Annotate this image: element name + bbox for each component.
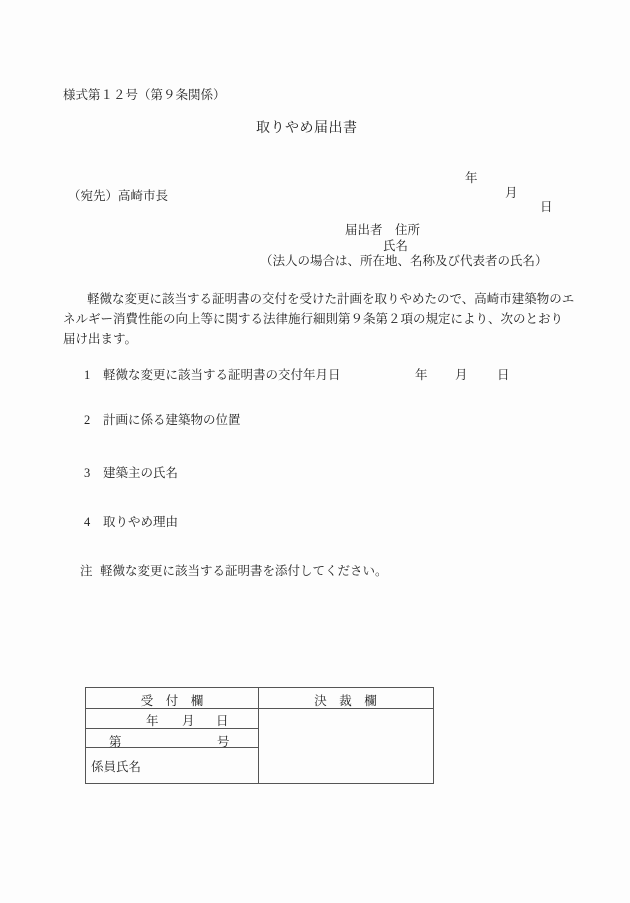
staff-name-label: 係員氏名 xyxy=(91,760,142,774)
addressee-line: （宛先）高崎市長 xyxy=(68,189,169,203)
reception-number-suffix: 号 xyxy=(217,735,230,749)
table-month-label: 月 xyxy=(182,714,195,728)
reception-date-row xyxy=(86,711,258,728)
item-1-label: 軽微な変更に該当する証明書の交付年月日 xyxy=(103,368,341,382)
page-title: 取りやめ届出書 xyxy=(256,121,358,136)
submission-date-line xyxy=(465,157,560,215)
body-paragraph-line-2: ネルギー消費性能の向上等に関する法律施行細則第９条第２項の規定により、次のとおり xyxy=(63,312,564,326)
item-1-day-label: 日 xyxy=(497,368,510,382)
date-month-label: 月 xyxy=(505,185,518,200)
reception-column-header: 受 付 欄 xyxy=(140,694,204,708)
item-cancellation-reason xyxy=(0,515,630,531)
body-paragraph-line-1: 軽微な変更に該当する証明書の交付を受けた計画を取りやめたので、高崎市建築物のエ xyxy=(87,292,575,306)
reception-approval-table xyxy=(85,687,434,784)
item-3-label: 建築主の氏名 xyxy=(103,466,179,480)
form-number: 様式第１２号（第９条関係） xyxy=(63,88,226,102)
date-day-label: 日 xyxy=(540,200,553,215)
item-certificate-issue-date xyxy=(0,368,630,384)
note-text: 軽微な変更に該当する証明書を添付してください。 xyxy=(100,564,388,578)
applicant-corporate-note: （法人の場合は、所在地、名称及び代表者の氏名） xyxy=(260,254,548,268)
applicant-name-line: 氏名 xyxy=(383,239,409,253)
item-2-number: 2 xyxy=(84,413,91,427)
table-date-row-separator xyxy=(86,728,258,729)
item-owner-name xyxy=(0,466,630,482)
date-year-label: 年 xyxy=(465,171,478,186)
table-year-label: 年 xyxy=(146,714,159,728)
approval-column-header: 決 裁 欄 xyxy=(314,694,377,708)
item-4-number: 4 xyxy=(84,515,91,529)
item-1-month-label: 月 xyxy=(455,368,468,382)
item-1-year-label: 年 xyxy=(415,368,428,382)
table-day-label: 日 xyxy=(216,714,229,728)
item-3-number: 3 xyxy=(84,466,91,480)
item-4-label: 取りやめ理由 xyxy=(103,515,179,529)
body-paragraph-line-3: 届け出ます。 xyxy=(63,332,138,346)
item-2-label: 計画に係る建築物の位置 xyxy=(103,413,241,427)
item-1-number: 1 xyxy=(84,368,91,382)
item-building-location xyxy=(0,413,630,429)
reception-number-prefix: 第 xyxy=(109,735,122,749)
applicant-address-line: 届出者 住所 xyxy=(345,223,421,237)
note-prefix: 注 xyxy=(80,564,93,578)
